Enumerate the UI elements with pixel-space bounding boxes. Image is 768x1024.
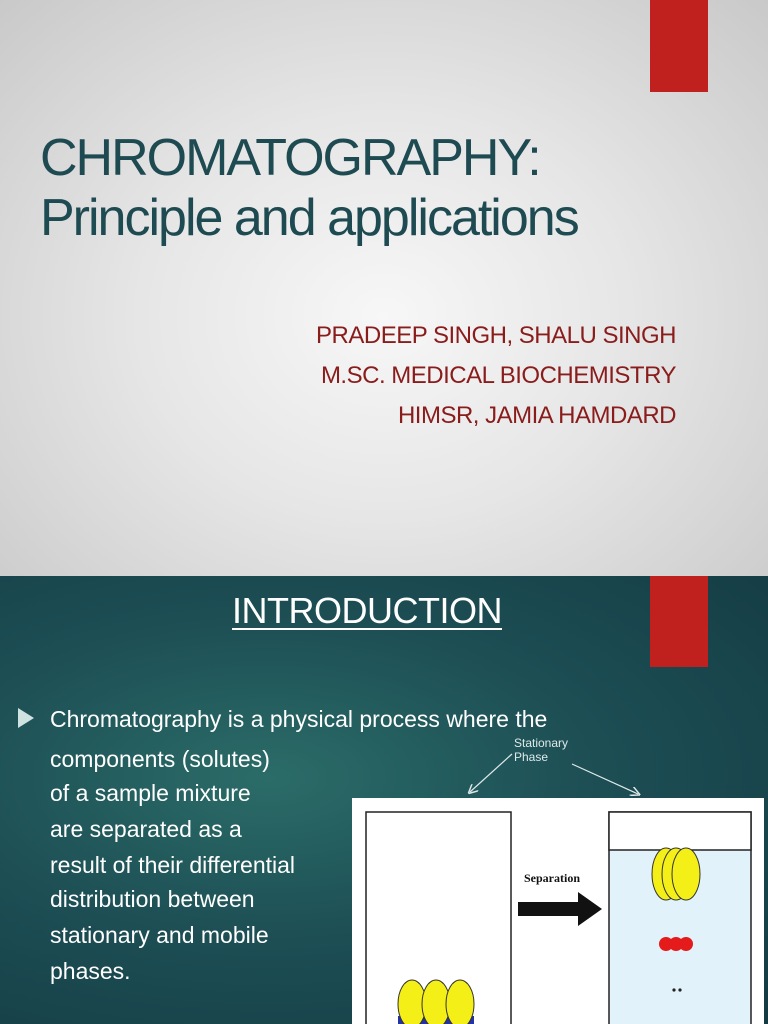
bullet-line: components (solutes)	[50, 746, 270, 772]
author-institute: HIMSR, JAMIA HAMDARD	[397, 402, 676, 429]
bullet-line: stationary and mobile	[50, 922, 269, 948]
author-degree: M.SC. MEDICAL BIOCHEMISTRY	[320, 362, 676, 389]
bullet-line: result of their differential	[50, 852, 296, 878]
stationary-phase-label: Stationary Phase	[514, 736, 569, 764]
author-names: PRADEEP SINGH, SHALU SINGH	[316, 322, 676, 349]
separation-arrow-icon	[518, 892, 602, 926]
bullet-line: of a sample mixture	[50, 780, 251, 806]
separation-diagram	[352, 798, 764, 1024]
solute-disc	[672, 848, 700, 900]
title-line-1: CHROMATOGRAPHY:	[40, 129, 540, 187]
pointer-arrows	[460, 744, 660, 800]
title-line-2: Principle and applications	[40, 189, 578, 247]
slide-title	[40, 128, 578, 248]
author-block	[316, 316, 676, 436]
bullet-arrow-icon	[18, 708, 34, 728]
solute-dot	[679, 937, 693, 951]
bullet-line: Chromatography is a physical process where the	[50, 706, 548, 732]
solute-dot	[678, 988, 681, 991]
diagram-graphic	[352, 798, 764, 1024]
slide-heading: INTRODUCTION	[232, 590, 502, 631]
bullet-line: are separated as a	[50, 816, 242, 842]
solute-dot	[672, 988, 675, 991]
bullet-line: distribution between	[50, 886, 255, 912]
bullet-line: phases.	[50, 958, 131, 984]
column-top-band	[609, 812, 751, 850]
separation-label: Separation	[524, 871, 581, 885]
accent-tab	[650, 0, 708, 92]
introduction-slide	[0, 576, 768, 1024]
solute-disc	[446, 980, 474, 1024]
